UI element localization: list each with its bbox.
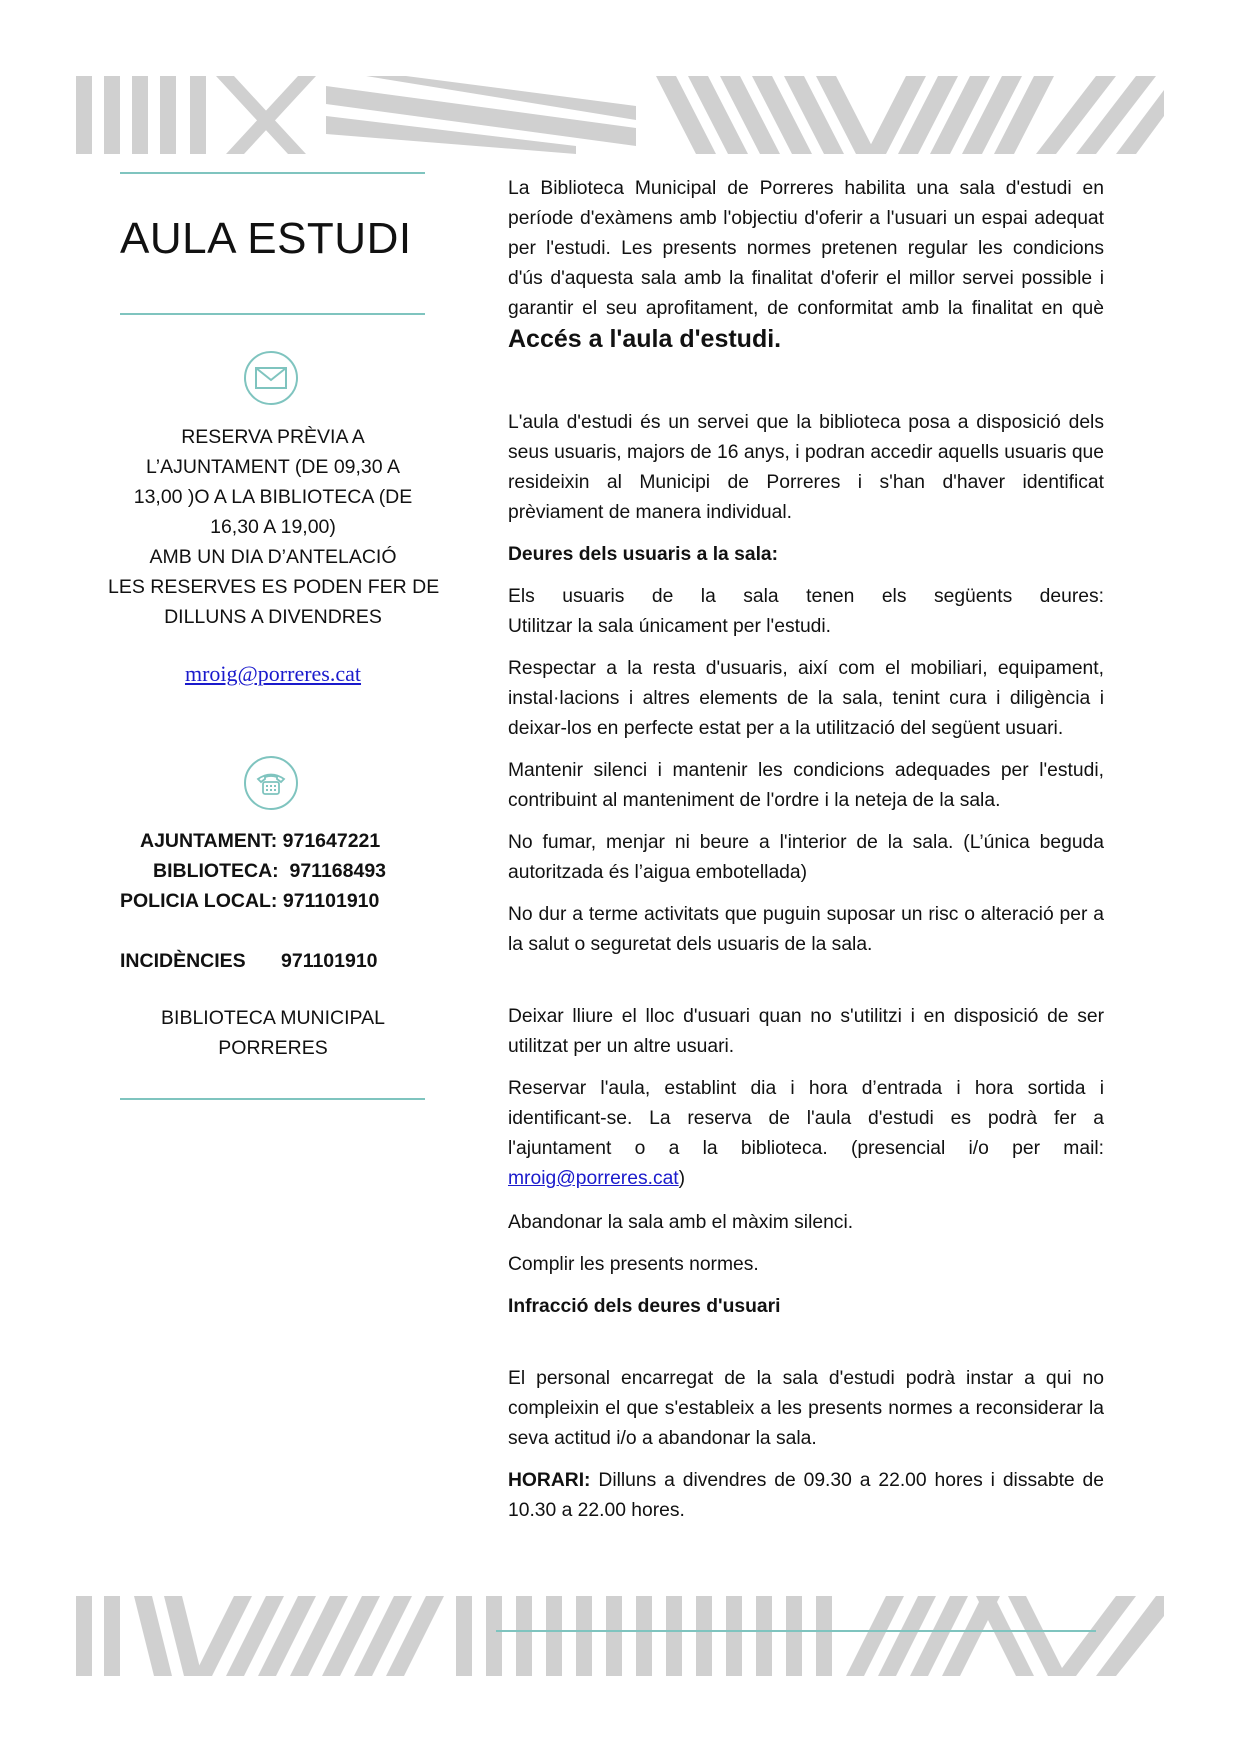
envelope-icon <box>244 351 298 405</box>
decorative-header-band <box>76 76 1164 154</box>
body-email-link[interactable]: mroig@porreres.cat <box>508 1168 679 1189</box>
incidencies-number: 971101910 <box>281 950 378 972</box>
phone-ajuntament: AJUNTAMENT: 971647221 <box>140 830 381 852</box>
access-heading: Accés a l'aula d'estudi. <box>508 325 782 353</box>
library-name <box>108 1003 438 1063</box>
library-name-line: PORRERES <box>218 1037 328 1059</box>
duties-intro-line: Els usuaris de la sala tenen els següents deures: <box>508 586 1104 607</box>
incidencies-label: INCIDÈNCIES <box>120 950 246 972</box>
schedule-text: Dilluns a divendres de 09.30 a 22.00 hores i dissabte de 10.30 a 22.00 hores. <box>508 1470 1104 1521</box>
phone-biblioteca: BIBLIOTECA: 971168493 <box>153 860 387 882</box>
reservation-line: AMB UN DIA D’ANTELACIÓ <box>149 546 397 568</box>
reservation-info <box>108 422 438 632</box>
duties-heading: Deures dels usuaris a la sala: <box>508 544 779 565</box>
sidebar-divider-bottom <box>120 1098 425 1100</box>
reservation-line: LES RESERVES ES PODEN FER DE <box>108 576 440 598</box>
duty-reserve <box>508 1074 1104 1194</box>
duty-reserve-text: Reservar l'aula, establint dia i hora d’entrada i hora sortida i identificant-se. La reserva de l'aula d'estudi es podrà fer a l'ajuntament o a la biblioteca. (presencial i/o per mail: <box>508 1078 1104 1159</box>
intro-text: La Biblioteca Municipal de Porreres habilita una sala d'estudi en període d'exàmens amb l'objectiu d'oferir a l'usuari un espai adequat per l'estudi. Les presents normes pretenen regular les condicions d'ús d'aquesta sala amb la finalitat d'oferir el millor servei possible i garantir el seu aprofitament, de conformitat amb la finalitat en què <box>508 178 1104 319</box>
sidebar-divider-title <box>120 313 425 315</box>
reservation-line: 13,00 )O A LA BIBLIOTECA (DE <box>133 486 413 508</box>
duties-intro-line: Utilitzar la sala únicament per l'estudi. <box>508 616 832 637</box>
page-title: AULA ESTUDI <box>120 214 412 263</box>
access-paragraph: L'aula d'estudi és un servei que la biblioteca posa a disposició dels seus usuaris, majors de 16 anys, i podran accedir aquells usuaris que resideixin al Municipi de Porreres i s'han d'haver identificat prèviament de manera individual. <box>508 412 1104 523</box>
duties-intro <box>508 582 1104 642</box>
intro-paragraph <box>508 174 1104 357</box>
duty-comply: Complir les presents normes. <box>508 1254 759 1275</box>
decorative-footer-band <box>76 1596 1164 1676</box>
phone-policia: POLICIA LOCAL: 971101910 <box>120 890 380 912</box>
duty-reserve-close: ) <box>678 1168 686 1189</box>
duty-smoke: No fumar, menjar ni beure a l'interior de la sala. (L’única beguda autoritzada és l’aigua embotellada) <box>508 832 1104 883</box>
reservation-line: DILLUNS A DIVENDRES <box>164 606 382 628</box>
sidebar-email-link[interactable]: mroig@porreres.cat <box>184 661 362 686</box>
reservation-line: RESERVA PRÈVIA A <box>181 426 365 448</box>
telephone-icon <box>244 756 298 810</box>
footer-divider <box>496 1630 1096 1632</box>
duty-silence: Mantenir silenci i mantenir les condicions adequades per l'estudi, contribuint al manteniment de l'ordre i la neteja de la sala. <box>508 760 1104 811</box>
duty-leave: Deixar lliure el lloc d'usuari quan no s'utilitzi i en disposició de ser utilitzat per un altre usuari. <box>508 1006 1104 1057</box>
sidebar-divider-top <box>120 172 425 174</box>
infraction-paragraph: El personal encarregat de la sala d'estudi podrà instar a qui no compleixin el que s'estableix a les presents normes a reconsiderar la seva actitud i/o a abandonar la sala. <box>508 1368 1104 1449</box>
reservation-line: 16,30 A 19,00) <box>210 516 336 538</box>
duty-respect: Respectar a la resta d'usuaris, així com el mobiliari, equipament, instal·lacions i altres elements de la sala, tenint cura i diligència i deixar-los en perfecte estat per a la utilització del següent usuari. <box>508 658 1104 739</box>
library-name-line: BIBLIOTECA MUNICIPAL <box>161 1007 385 1029</box>
duty-quiet-exit: Abandonar la sala amb el màxim silenci. <box>508 1212 854 1233</box>
infraction-heading: Infracció dels deures d'usuari <box>508 1296 781 1317</box>
schedule-paragraph <box>508 1466 1104 1526</box>
schedule-label: HORARI: <box>508 1470 591 1491</box>
duty-risk: No dur a terme activitats que puguin suposar un risc o alteració per a la salut o seguretat dels usuaris de la sala. <box>508 904 1104 955</box>
reservation-line: L’AJUNTAMENT (DE 09,30 A <box>146 456 400 478</box>
